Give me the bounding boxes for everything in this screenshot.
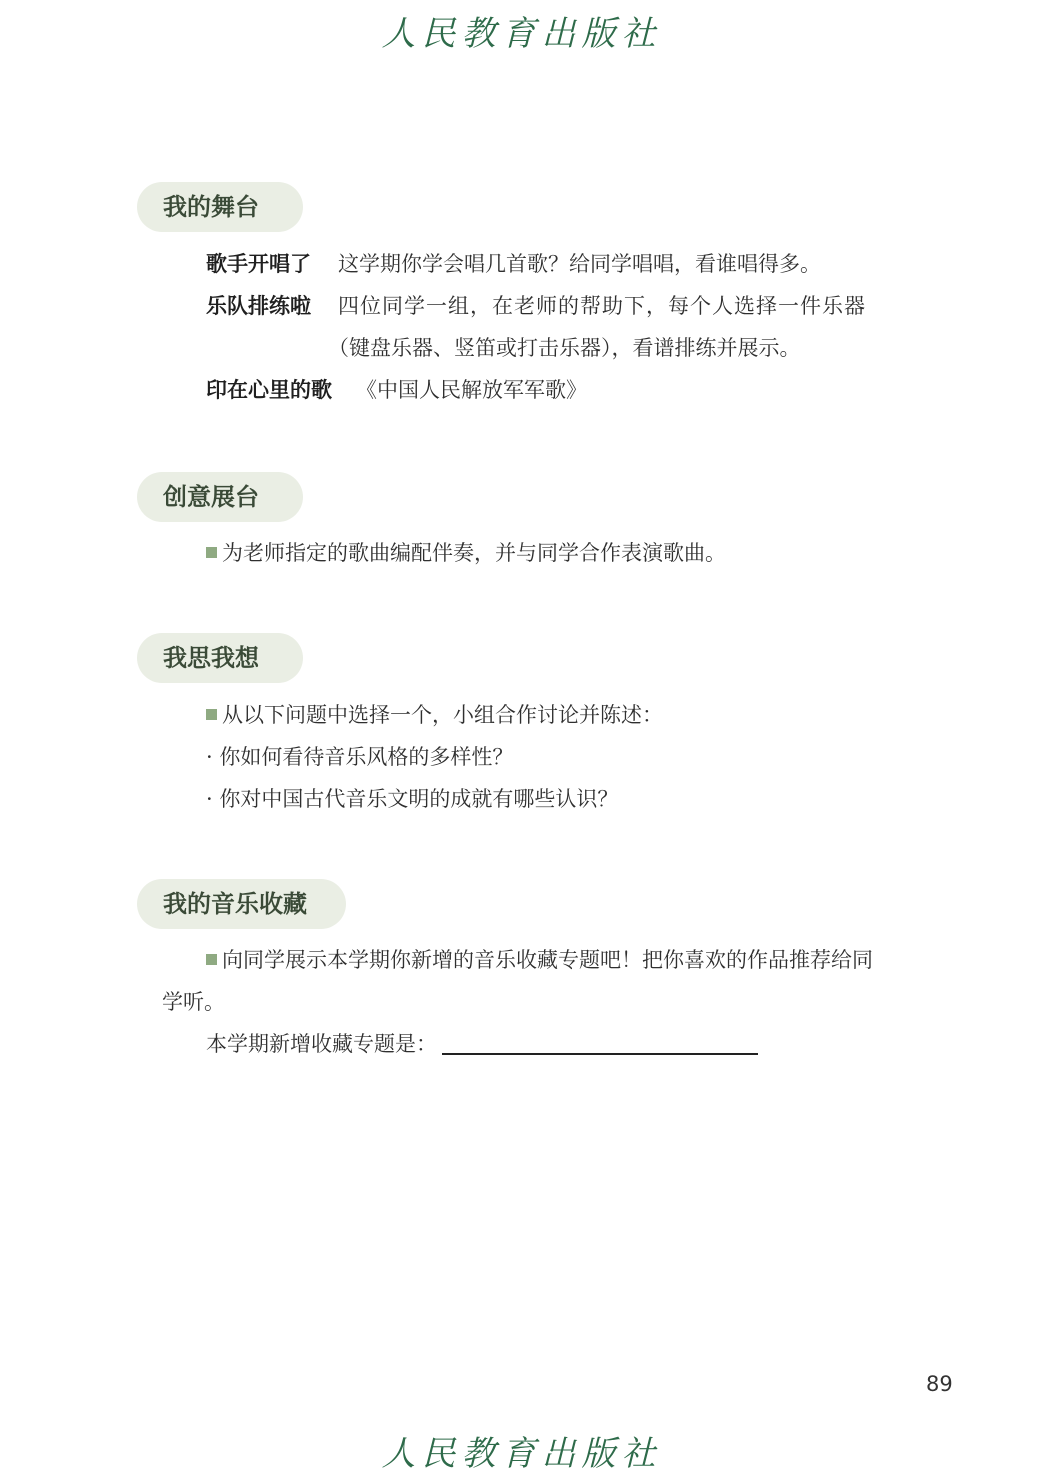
page-number: 89 (926, 1372, 953, 1396)
section-title-collection: 我的音乐收藏 (137, 879, 346, 929)
thinking-intro-text: 从以下问题中选择一个，小组合作讨论并陈述： (222, 703, 663, 727)
bullet-square-icon (206, 954, 217, 965)
collection-prompt: 本学期新增收藏专题是： (206, 1032, 437, 1056)
stage-item-2-term: 乐队排练啦 (206, 294, 311, 318)
stage-item-2 (206, 291, 866, 321)
section-title-stage: 我的舞台 (137, 182, 303, 232)
section-title-creative: 创意展台 (137, 472, 303, 522)
publisher-logo-top: 人民教育出版社 (381, 14, 662, 54)
creative-text (206, 538, 726, 568)
stage-item-3 (206, 375, 587, 405)
thinking-intro (206, 700, 663, 730)
thinking-question-2: · 你对中国古代音乐文明的成就有哪些认识？ (206, 787, 619, 811)
collection-text (206, 945, 873, 975)
bullet-square-icon (206, 709, 217, 720)
creative-text-body: 为老师指定的歌曲编配伴奏，并与同学合作表演歌曲。 (222, 541, 726, 565)
stage-item-2-text: 四位同学一组，在老师的帮助下，每个人选择一件乐器 (338, 294, 866, 318)
stage-item-3-term: 印在心里的歌 (206, 378, 332, 402)
stage-item-1 (206, 249, 821, 279)
collection-answer-blank[interactable] (442, 1053, 758, 1055)
stage-item-3-text: 《中国人民解放军军歌》 (356, 378, 587, 402)
publisher-logo-bottom: 人民教育出版社 (381, 1434, 662, 1474)
thinking-question-1: · 你如何看待音乐风格的多样性？ (206, 745, 514, 769)
bullet-square-icon (206, 547, 217, 558)
collection-text-body: 向同学展示本学期你新增的音乐收藏专题吧！把你喜欢的作品推荐给同 (222, 948, 873, 972)
stage-item-1-text: 这学期你学会唱几首歌？给同学唱唱，看谁唱得多。 (338, 252, 821, 276)
section-title-thinking: 我思我想 (137, 633, 303, 683)
stage-item-2-cont: （键盘乐器、竖笛或打击乐器），看谱排练并展示。 (328, 336, 801, 360)
collection-text-cont: 学听。 (162, 990, 225, 1014)
stage-item-1-term: 歌手开唱了 (206, 252, 311, 276)
